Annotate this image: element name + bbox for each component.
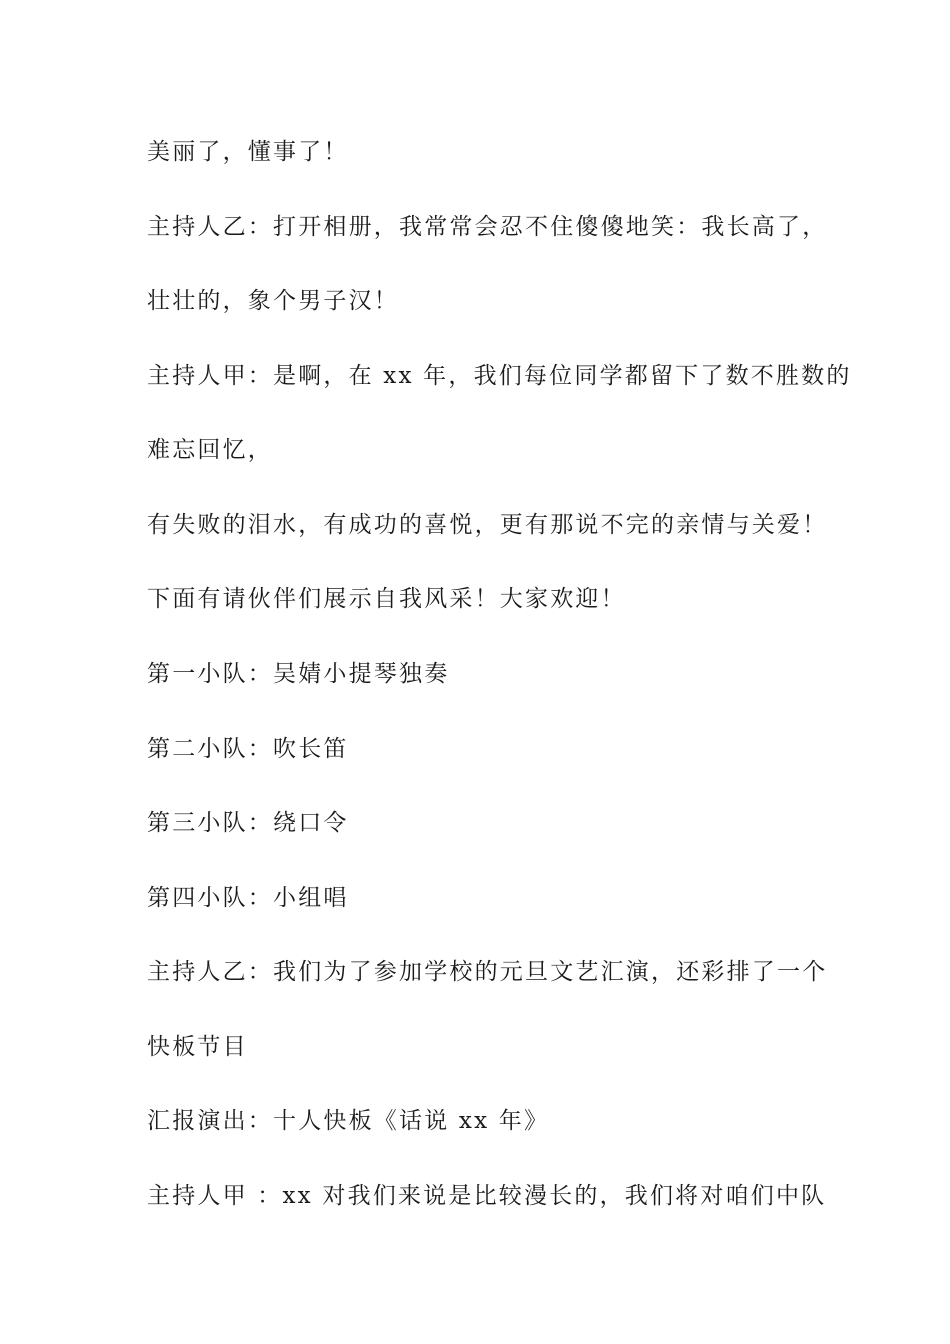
text-line: 第一小队：吴婧小提琴独奏 xyxy=(147,661,450,687)
text-line: 第二小队：吹长笛 xyxy=(147,736,349,762)
text-line: 下面有请伙伴们展示自我风采！大家欢迎！ xyxy=(147,586,626,612)
text-line: 第三小队：绕口令 xyxy=(147,810,349,836)
text-line: 主持人甲：是啊，在 xx 年，我们每位同学都留下了数不胜数的 xyxy=(147,363,852,389)
text-line: 有失败的泪水，有成功的喜悦，更有那说不完的亲情与关爱！ xyxy=(147,512,828,538)
text-line: 主持人甲 ：xx 对我们来说是比较漫长的，我们将对咱们中队 xyxy=(147,1183,827,1209)
text-line: 主持人乙：我们为了参加学校的元旦文艺汇演，还彩排了一个 xyxy=(147,959,828,985)
text-line: 难忘回忆， xyxy=(147,437,273,463)
text-line: 汇报演出：十人快板《话说 xx 年》 xyxy=(147,1108,550,1134)
text-line: 美丽了，懂事了！ xyxy=(147,139,349,165)
text-line: 主持人乙：打开相册，我常常会忍不住傻傻地笑：我长高了， xyxy=(147,214,828,240)
text-line: 壮壮的，象个男子汉！ xyxy=(147,288,399,314)
text-line: 快板节目 xyxy=(147,1034,248,1060)
text-line: 第四小队：小组唱 xyxy=(147,885,349,911)
